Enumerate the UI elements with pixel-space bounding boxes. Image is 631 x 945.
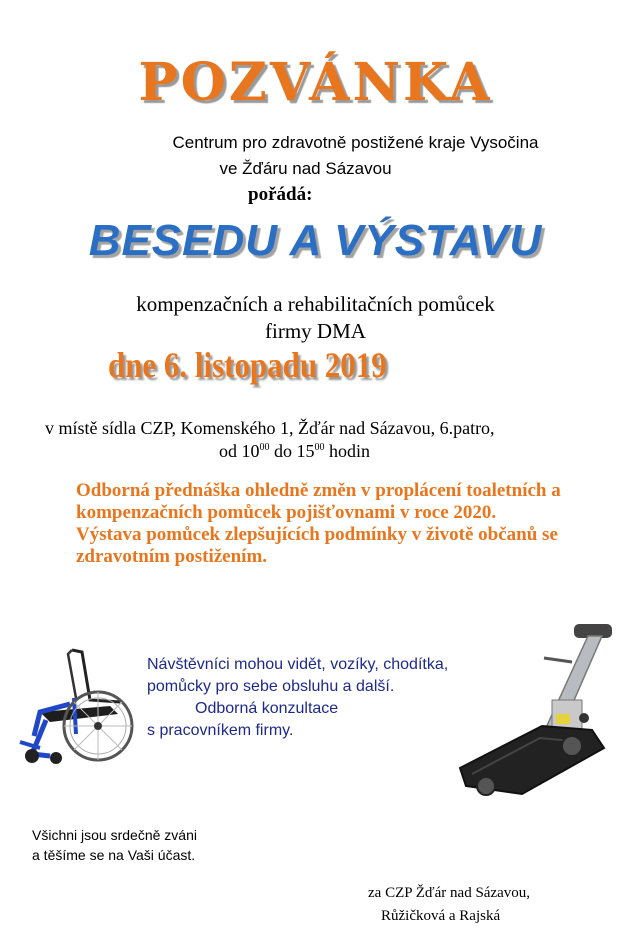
subtitle-line-2: firmy DMA [265, 319, 366, 343]
visitors-line-1: Návštěvníci mohou vidět, vozíky, chodítka, [147, 656, 449, 673]
hours-from: od 10 [219, 441, 260, 461]
wheelchair-image [10, 642, 140, 772]
event-hours [219, 441, 370, 462]
exhibition-text: Výstava pomůcek zlepšujících podmínky v životě občanů se zdravotním postižením. [76, 524, 558, 567]
visitors-info [147, 654, 448, 742]
welcome-line-2: a těšíme se na Vaši účast. [32, 847, 196, 863]
hours-suffix: hodin [324, 441, 371, 461]
subtitle-line-1: kompenzačních a rehabilitačních pomůcek [136, 292, 495, 316]
signature [368, 882, 530, 928]
organizer-line-2: ve Žďáru nad Sázavou [219, 159, 392, 178]
visitors-line-3: Odborná konzultace [195, 700, 339, 717]
signature-line-2: Růžičková a Rajská [381, 908, 501, 924]
lecture-text: Odborná přednáška ohledně změn v proplácení toaletních a kompenzačních pomůcek pojišťovnami v roce 2020. [76, 480, 561, 523]
welcome-message [32, 825, 197, 865]
invitation-title: POZVÁNKA [138, 52, 493, 113]
event-date: dne 6. listopadu 2019 [108, 345, 387, 385]
hours-from-sup: 00 [259, 442, 270, 453]
program [30, 480, 620, 568]
organizer-line-1: Centrum pro zdravotně postižené kraje Vysočina [172, 133, 539, 152]
visitors-line-4: s pracovníkem firmy. [147, 722, 294, 739]
signature-line-1: za CZP Žďár nad Sázavou, [368, 885, 531, 901]
hours-to-sup: 00 [314, 442, 325, 453]
stair-climber-image [452, 618, 622, 800]
visitors-line-2: pomůcky pro sebe obsluhu a další. [147, 678, 395, 695]
welcome-line-1: Všichni jsou srdečně zváni [32, 827, 197, 843]
hours-to: do 15 [269, 441, 315, 461]
event-place: v místě sídla CZP, Komenského 1, Žďár nad Sázavou, 6.patro, [45, 418, 495, 438]
event-title: BESEDU A VÝSTAVU [88, 216, 543, 265]
organizer-action: pořádá: [248, 184, 313, 205]
